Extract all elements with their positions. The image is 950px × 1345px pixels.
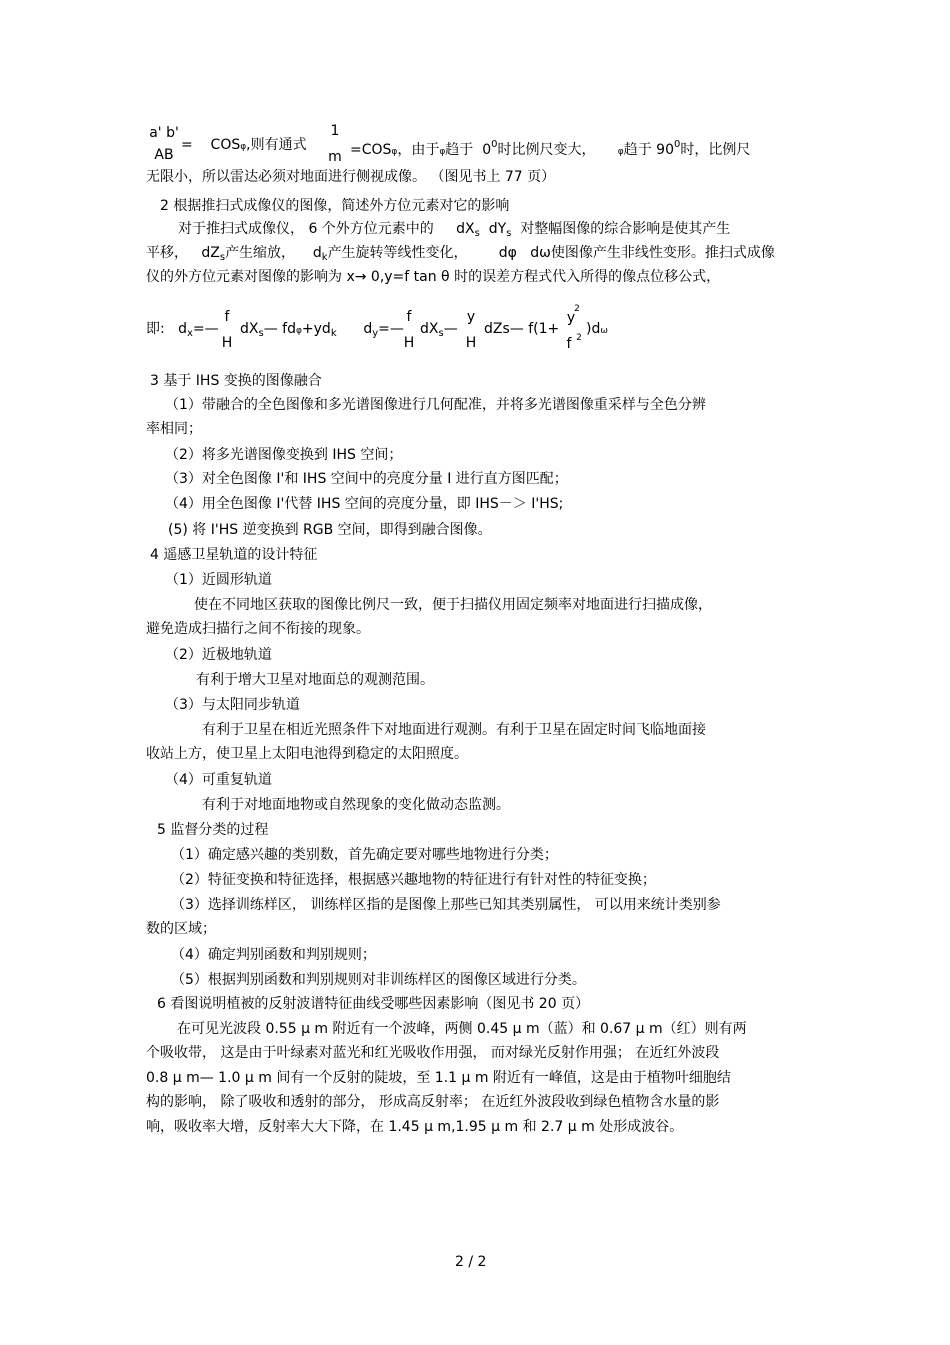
fraction-denominator: AB bbox=[154, 147, 174, 163]
fraction-f: f bbox=[406, 309, 412, 325]
page-number: 2 / 2 bbox=[455, 1254, 487, 1270]
formula-part: $dX_s—$ bbox=[420, 321, 458, 339]
list-item: （4）用全色图像 I'代替 IHS 空间的亮度分量，即 IHS－＞ I'HS; bbox=[165, 496, 564, 512]
text-line: 收站上方，使卫星上太阳电池得到稳定的太阳照度。 bbox=[146, 746, 468, 762]
list-item: (5) 将 I'HS 逆变换到 RGB 空间，即得到融合图像。 bbox=[168, 522, 492, 538]
list-item: （4）确定判别函数和判别规则； bbox=[171, 947, 376, 963]
text-line: 对于推扫式成像仪， 6 个外方位元素中的 $dX_s$ $dY_s$ 对整幅图像的综合影响是使其产生 bbox=[178, 221, 731, 239]
text-line: 使在不同地区获取的图像比例尺一致，便于扫描仪用固定频率对地面进行扫描成像， bbox=[194, 597, 712, 613]
fraction-numerator: a' b' bbox=[149, 125, 179, 141]
section-heading: 4 遥感卫星轨道的设计特征 bbox=[150, 547, 318, 563]
text-line: 0.8 μ m— 1.0 μ m 间有一个反射的陡坡，至 1.1 μ m 附近有一峰值，这是由于植物叶细胞结 bbox=[146, 1070, 731, 1086]
text-line: 在可见光波段 0.55 μ m 附近有一个波峰，两侧 0.45 μ m（蓝）和 0.67 μ m（红）则有两 bbox=[177, 1021, 747, 1037]
fraction-H: H bbox=[403, 335, 415, 351]
list-item: （4）可重复轨道 bbox=[165, 772, 272, 788]
fraction-H: H bbox=[221, 335, 233, 351]
section-heading: 6 看图说明植被的反射波谱特征曲线受哪些因素影响（图见书 20 页） bbox=[157, 996, 590, 1012]
text-line: 无限小，所以雷达必须对地面进行侧视成像。 （图见书上 77 页） bbox=[146, 169, 556, 185]
text-line: 响，吸收率大增，反射率大大下降，在 1.45 μ m,1.95 μ m 和 2.7 μ m 处形成波谷。 bbox=[146, 1119, 684, 1135]
fraction-y2: y bbox=[566, 310, 576, 326]
exponent: 2 bbox=[574, 304, 580, 314]
list-item: （5）根据判别函数和判别规则对非训练样区的图像区域进行分类。 bbox=[171, 972, 586, 988]
fraction-f: f bbox=[224, 309, 230, 325]
text-line: 有利于增大卫星对地面总的观测范围。 bbox=[196, 672, 434, 688]
list-item: （1）近圆形轨道 bbox=[165, 572, 272, 588]
exponent: 2 bbox=[576, 333, 582, 343]
list-item: （3）与太阳同步轨道 bbox=[165, 697, 300, 713]
formula-dx-dy: 即: $d_x=—$ bbox=[146, 321, 219, 339]
fraction-m: m bbox=[328, 149, 342, 165]
formula-part: )dω bbox=[586, 321, 608, 337]
text-line: 仪的外方位元素对图像的影响为 x→ 0,y=f tan θ 时的误差方程式代入所得的像点位移公式， bbox=[146, 269, 721, 285]
list-item: （1）带融合的全色图像和多光谱图像进行几何配准，并将多光谱图像重采样与全色分辨 bbox=[165, 397, 706, 413]
list-item-cont: 数的区域； bbox=[146, 921, 216, 937]
formula-part: $dX_s—$ $fd\varphi+yd_k$ $d_y=—$ bbox=[240, 321, 404, 339]
text-line: 有利于对地面地物或自然现象的变化做动态监测。 bbox=[202, 797, 510, 813]
section-heading: 2 根据推扫式成像仪的图像，简述外方位元素对它的影响 bbox=[160, 198, 510, 214]
fraction-one: 1 bbox=[330, 123, 340, 139]
text-line: 个吸收带， 这是由于叶绿素对蓝光和红光吸收作用强， 而对绿光反射作用强； 在近红外波段 bbox=[146, 1045, 720, 1061]
list-item: （3）选择训练样区， 训练样区指的是图像上那些已知其类别属性， 可以用来统计类别参 bbox=[171, 897, 721, 913]
list-item: （1）确定感兴趣的类别数，首先确定要对哪些地物进行分类； bbox=[171, 847, 558, 863]
text-line: 避免造成扫描行之间不衔接的现象。 bbox=[146, 621, 370, 637]
text-line: 平移， $dZ_s$产生缩放， $d_k$产生旋转等线性变化， dφ dω使图像产生非线性变形。推扫式成像 bbox=[146, 245, 775, 263]
formula-tail: =COSφ，由于φ趋于 $0^0$时比例尺变大， φ趋于 $90^0$时，比例尺 bbox=[350, 139, 751, 158]
section-heading: 5 监督分类的过程 bbox=[157, 822, 269, 838]
list-item-cont: 率相同； bbox=[146, 421, 202, 437]
text-line: 构的影响， 除了吸收和透射的部分， 形成高反射率； 在近红外波段收到绿色植物含水量的影 bbox=[146, 1094, 720, 1110]
list-item: （2）将多光谱图像变换到 IHS 空间； bbox=[165, 447, 403, 463]
formula-cos-line: = COSφ,则有通式 bbox=[181, 137, 307, 153]
fraction-H: H bbox=[465, 335, 477, 351]
formula-part: dZs— f(1+ bbox=[484, 321, 560, 337]
text-line: 有利于卫星在相近光照条件下对地面进行观测。有利于卫星在固定时间飞临地面接 bbox=[202, 722, 706, 738]
fraction-y: y bbox=[466, 309, 476, 325]
list-item: （3）对全色图像 I'和 IHS 空间中的亮度分量 I 进行直方图匹配； bbox=[165, 471, 568, 487]
fraction-f2: f bbox=[566, 336, 572, 352]
section-heading: 3 基于 IHS 变换的图像融合 bbox=[150, 373, 322, 389]
list-item: （2）特征变换和特征选择，根据感兴趣地物的特征进行有针对性的特征变换； bbox=[171, 872, 656, 888]
list-item: （2）近极地轨道 bbox=[165, 647, 272, 663]
